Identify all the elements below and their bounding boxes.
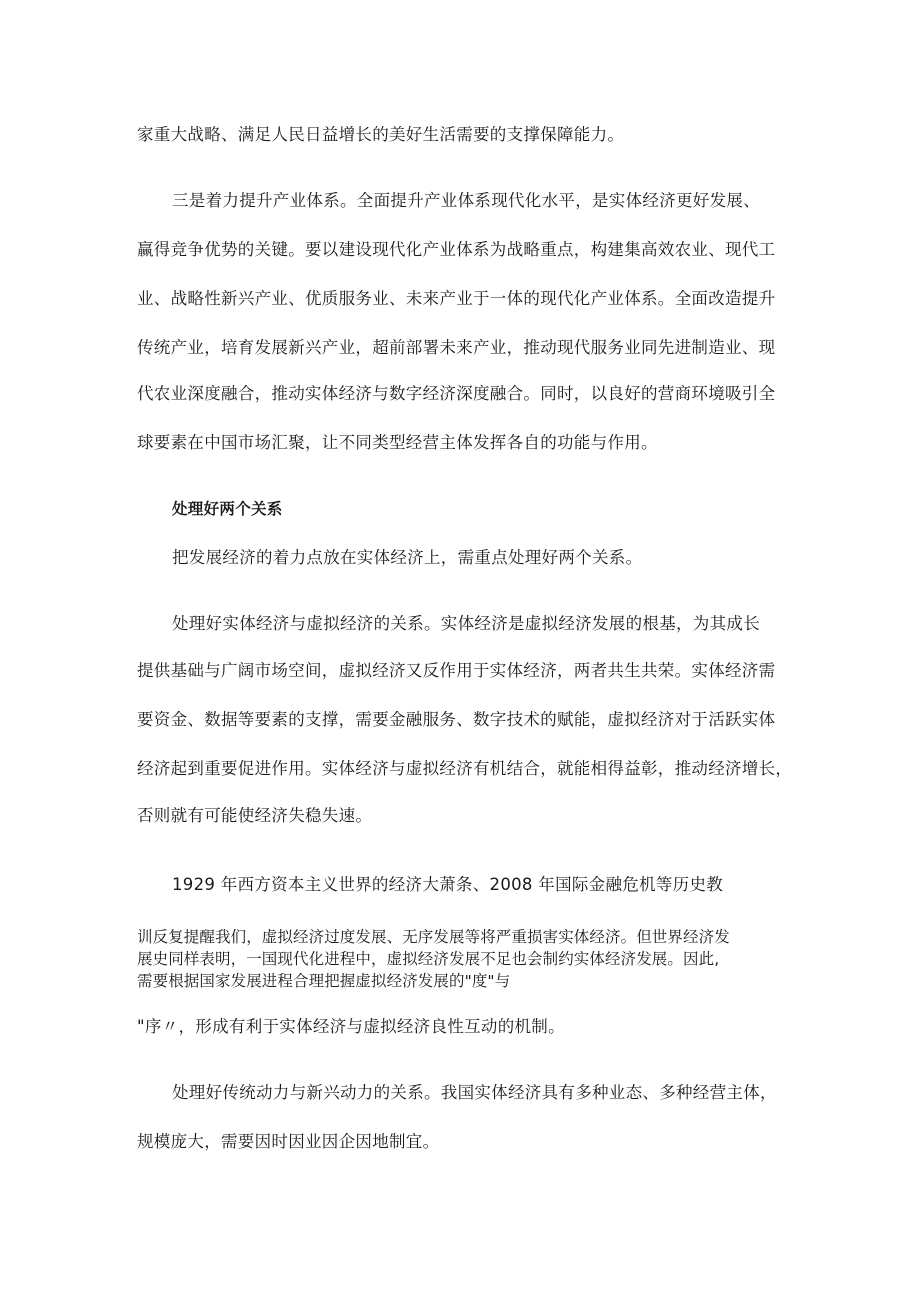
paragraph-line: 三是着力提升产业体系。全面提升产业体系现代化水平，是实体经济更好发展、 [172,191,760,210]
paragraph-line: 训反复提醒我们，虚拟经济过度发展、无序发展等将严重损害实体经济。但世界经济发 [137,928,730,946]
paragraph-line: 否则就有可能使经济失稳失速。 [137,806,373,825]
paragraph-line: 把发展经济的着力点放在实体经济上，需重点处理好两个关系。 [172,548,643,567]
paragraph-line: 规模庞大，需要因时因业因企因地制宜。 [137,1132,440,1151]
paragraph-line: 1929 年西方资本主义世界的经济大萧条、2008 年国际金融危机等历史教 [172,875,724,894]
paragraph-line: 经济起到重要促进作用。实体经济与虚拟经济有机结合，就能相得益彰，推动经济增长， [137,759,793,778]
paragraph-line: 业、战略性新兴产业、优质服务业、未来产业于一体的现代化产业体系。全面改造提升 [137,289,776,308]
paragraph-line: "序〃，形成有利于实体经济与虚拟经济良性互动的机制。 [137,1017,565,1036]
paragraph-line: 提供基础与广阔市场空间，虚拟经济又反作用于实体经济，两者共生共荣。实体经济需 [137,661,776,680]
paragraph-line: 需要根据国家发展进程合理把握虚拟经济发展的"度"与 [137,972,511,990]
paragraph-line: 代农业深度融合，推动实体经济与数字经济深度融合。同时，以良好的营商环境吸引全 [137,384,776,403]
paragraph-line: 球要素在中国市场汇聚，让不同类型经营主体发挥各自的功能与作用。 [137,433,658,452]
paragraph-line: 要资金、数据等要素的支撑，需要金融服务、数字技术的赋能，虚拟经济对于活跃实体 [137,710,776,729]
paragraph-line: 赢得竞争优势的关键。要以建设现代化产业体系为战略重点，构建集高效农业、现代工 [137,240,776,259]
paragraph-line: 展史同样表明，一国现代化进程中，虚拟经济发展不足也会制约实体经济发展。因此, [137,950,720,968]
paragraph-line: 家重大战略、满足人民日益增长的美好生活需要的支撑保障能力。 [137,125,625,144]
paragraph-line: 处理好实体经济与虚拟经济的关系。实体经济是虚拟经济发展的根基，为其成长 [172,614,760,633]
section-heading: 处理好两个关系 [172,500,283,518]
paragraph-line: 处理好传统动力与新兴动力的关系。我国实体经济具有多种业态、多种经营主体， [172,1083,777,1102]
paragraph-line: 传统产业，培育发展新兴产业，超前部署未来产业，推动现代服务业同先进制造业、现 [137,338,776,357]
